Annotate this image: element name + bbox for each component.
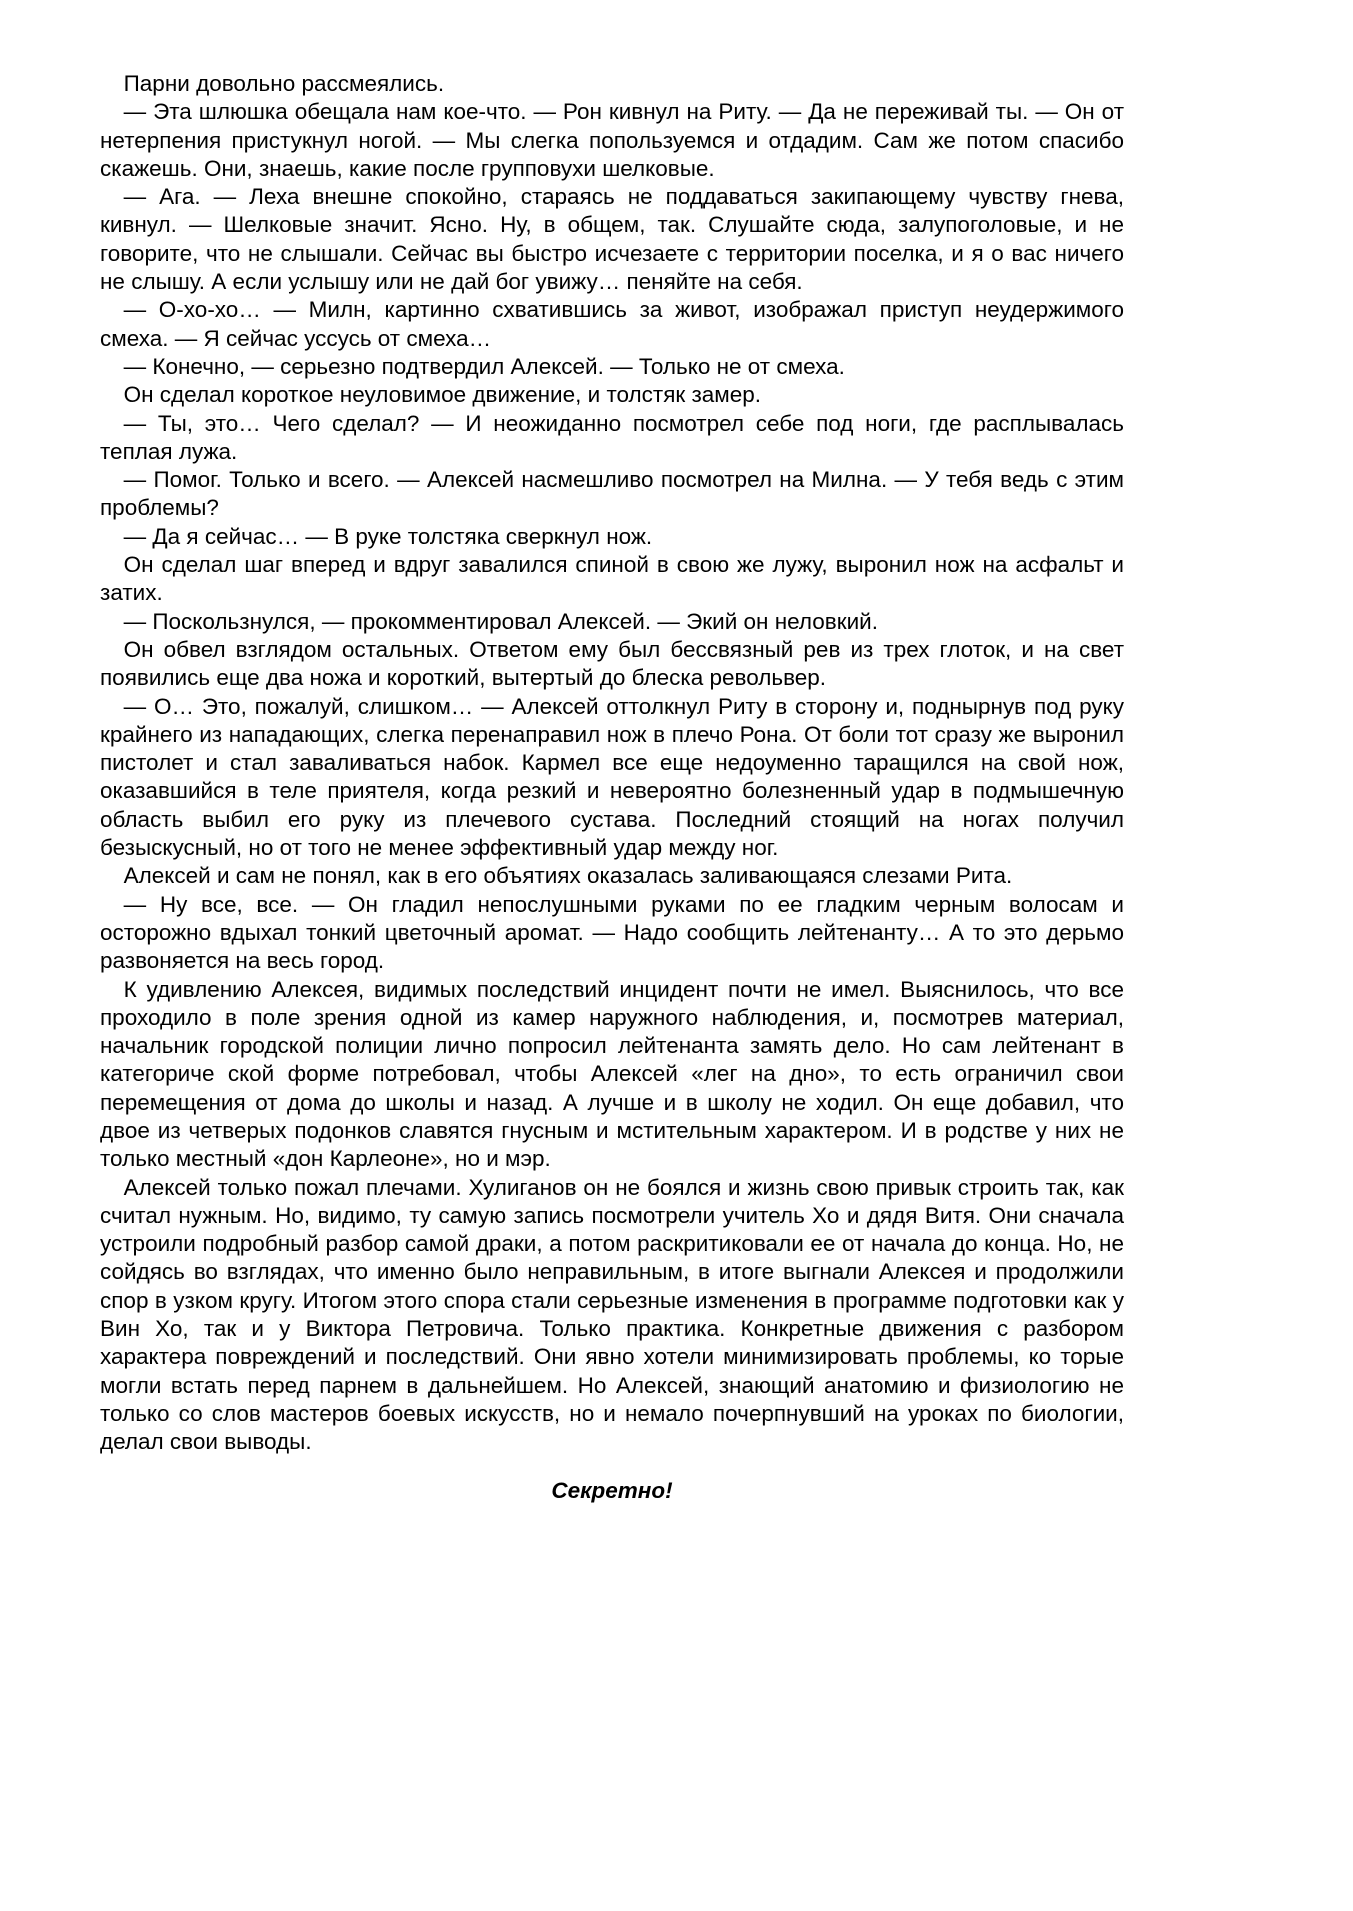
paragraph: Алексей и сам не понял, как в его объятиях оказалась заливающаяся слезами Рита. <box>123 863 1013 889</box>
paragraph: Парни довольно рассмеялись. <box>123 71 445 96</box>
section-heading: Секретно! <box>551 1477 673 1503</box>
paragraph: — О-хо-хо… — Милн, картинно схватившись за живот, изображал приступ неудержимого смеха. — Я сейчас уссусь от смеха… <box>100 297 1124 351</box>
paragraph: Он сделал короткое неуловимое движение, и толстяк замер. <box>123 382 762 408</box>
paragraph: — Ага. — Леха внешне спокойно, стараясь не поддаваться закипающему чувству гнева, кивнул. — Шелковые значит. Ясно. Ну, в общем, так. Слушайте сюда, залупоголовые, и не говорите, что не слышали. Сейчас вы быстро исчезаете с территории поселка, и я о вас ничего не слышу. А если услышу или не дай бог увижу… пеняйте на себя. <box>100 184 1124 295</box>
paragraph: — Да я сейчас… — В руке толстяка сверкнул нож. <box>123 523 653 549</box>
paragraph: — Поскользнулся, — прокомментировал Алексей. — Экий он неловкий. <box>123 608 878 634</box>
paragraph: Он обвел взглядом остальных. Ответом ему был бессвязный рев из трех глоток, и на свет появились еще два ножа и короткий, вытертый до блеска револьвер. <box>100 636 1124 691</box>
paragraph: — Помог. Только и всего. — Алексей насмешливо посмотрел на Милна. — У тебя ведь с этим проблемы? <box>100 467 1124 521</box>
paragraph: — Эта шлюшка обещала нам кое-что. — Рон кивнул на Риту. — Да не переживай ты. — Он от нетерпения пристукнул ногой. — Мы слегка попользуемся и отдадим. Сам же потом спасибо скажешь. Они, знаешь, какие после групповухи шелковые. <box>100 99 1124 181</box>
paragraph: Он сделал шаг вперед и вдруг завалился спиной в свою же лужу, выронил нож на асфальт и затих. <box>100 552 1124 606</box>
document-page <box>100 70 1124 1505</box>
paragraph: — Ты, это… Чего сделал? — И неожиданно посмотрел себе под ноги, где расплывалась теплая лужа. <box>100 410 1124 464</box>
paragraph: К удивлению Алексея, видимых последствий инцидент почти не имел. Выяснилось, что все проходило в поле зрения одной из камер наружного наблюдения, и, посмотрев материал, начальник городской полиции лично попросил лейтенанта замять дело. Но сам лейтенант в категориче ской форме потребовал, чтобы Алексей «лег на дно», то есть ограничил свои перемещения от дома до школы и назад. А лучше и в школу не ходил. Он еще добавил, что двое из четверых подонков славятся гнусным и мстительным характером. И в родстве у них не только местный «дон Карлеоне», но и мэр. <box>100 976 1124 1172</box>
paragraph: — Ну все, все. — Он гладил непослушными руками по ее гладким черным волосам и осторожно вдыхал тонкий цветочный аромат. — Надо сообщить лейтенанту… А то это дерьмо развоняется на весь город. <box>100 891 1124 974</box>
paragraph: Алексей только пожал плечами. Хулиганов он не боялся и жизнь свою привык строить так, как считал нужным. Но, видимо, ту самую запись посмотрели учитель Хо и дядя Витя. Они сначала устроили подробный разбор самой драки, а потом раскритиковали ее от начала до конца. Но, не сойдясь во взглядах, что именно было неправильным, в итоге выгнали Алексея и продолжили спор в узком кругу. Итогом этого спора стали серьезные изменения в программе подготовки как у Вин Хо, так и у Виктора Петровича. Только практика. Конкретные движения с разбором характера повреждений и последствий. Они явно хотели минимизировать проблемы, ко торые могли встать перед парнем в дальнейшем. Но Алексей, знающий анатомию и физиологию не только со слов мастеров боевых искусств, но и немало почерпнувший на уроках по биологии, делал свои выводы. <box>100 1174 1124 1455</box>
paragraph: — О… Это, пожалуй, слишком… — Алексей оттолкнул Риту в сторону и, поднырнув под руку крайнего из нападающих, слегка перенаправил нож в плечо Рона. От боли тот сразу же выронил пистолет и стал заваливаться набок. Кармел все еще недоуменно таращился на свой нож, оказавшийся в теле приятеля, когда резкий и невероятно болезненный удар в подмышечную область выбил его руку из плечевого сустава. Последний стоящий на ногах получил безыскусный, но от того не менее эффективный удар между ног. <box>100 693 1124 861</box>
paragraph: — Конечно, — серьезно подтвердил Алексей. — Только не от смеха. <box>123 353 845 379</box>
